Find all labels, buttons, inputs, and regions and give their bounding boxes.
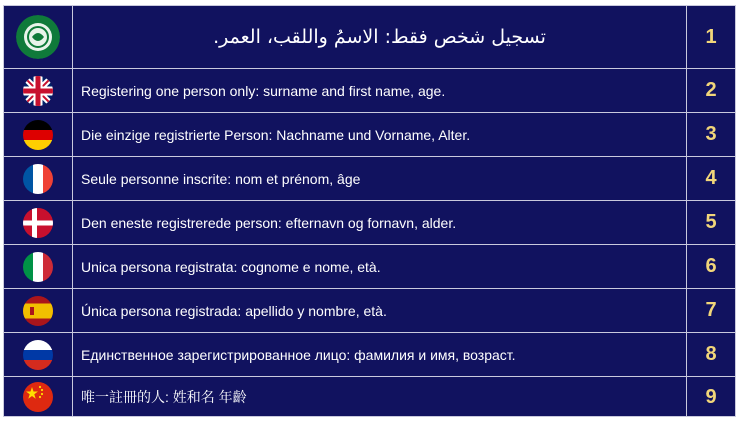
row-number: 8 bbox=[705, 343, 717, 365]
row-number: 6 bbox=[705, 255, 717, 277]
table-row bbox=[4, 6, 735, 69]
row-text: Единственное зарегистрированное лицо: фамилия и имя, возраст. bbox=[73, 333, 687, 376]
row-text: Den eneste registrerede person: efternavn og fornavn, alder. bbox=[73, 201, 687, 244]
germany-flag-icon bbox=[23, 120, 53, 150]
table-row bbox=[4, 157, 735, 201]
row-text: Die einzige registrierte Person: Nachname und Vorname, Alter. bbox=[73, 113, 687, 156]
flag-cell bbox=[4, 69, 73, 112]
row-text: Seule personne inscrite: nom et prénom, âge bbox=[73, 157, 687, 200]
flag-cell bbox=[4, 6, 73, 68]
china-flag-icon bbox=[23, 382, 53, 412]
row-number: 2 bbox=[705, 79, 717, 101]
row-number: 4 bbox=[705, 167, 717, 189]
row-number: 7 bbox=[705, 299, 717, 321]
flag-cell bbox=[4, 289, 73, 332]
row-text: تسجيل شخص فقط: الاسمُ واللقب، العمر. bbox=[73, 6, 687, 68]
table-row bbox=[4, 333, 735, 377]
table-row bbox=[4, 113, 735, 157]
flag-cell bbox=[4, 245, 73, 288]
france-flag-icon bbox=[23, 164, 53, 194]
row-text: 唯一註冊的人: 姓和名 年齡 bbox=[73, 377, 687, 417]
spain-flag-icon bbox=[23, 296, 53, 326]
arab-league-emblem-icon bbox=[16, 15, 60, 59]
uk-flag-icon bbox=[23, 76, 53, 106]
flag-cell bbox=[4, 377, 73, 417]
table-row bbox=[4, 289, 735, 333]
row-number: 1 bbox=[705, 25, 717, 48]
row-number: 5 bbox=[705, 211, 717, 233]
table-row bbox=[4, 245, 735, 289]
row-text: Única persona registrada: apellido y nombre, età. bbox=[73, 289, 687, 332]
flag-cell bbox=[4, 113, 73, 156]
row-number: 9 bbox=[705, 385, 717, 408]
italy-flag-icon bbox=[23, 252, 53, 282]
table-row bbox=[4, 377, 735, 417]
row-text: Registering one person only: surname and first name, age. bbox=[73, 69, 687, 112]
russia-flag-icon bbox=[23, 340, 53, 370]
row-text: Unica persona registrata: cognome e nome, età. bbox=[73, 245, 687, 288]
flag-cell bbox=[4, 201, 73, 244]
flag-cell bbox=[4, 333, 73, 376]
flag-cell bbox=[4, 157, 73, 200]
denmark-flag-icon bbox=[23, 208, 53, 238]
table-row bbox=[4, 69, 735, 113]
row-number: 3 bbox=[705, 123, 717, 145]
translation-table bbox=[3, 5, 736, 417]
table-row bbox=[4, 201, 735, 245]
